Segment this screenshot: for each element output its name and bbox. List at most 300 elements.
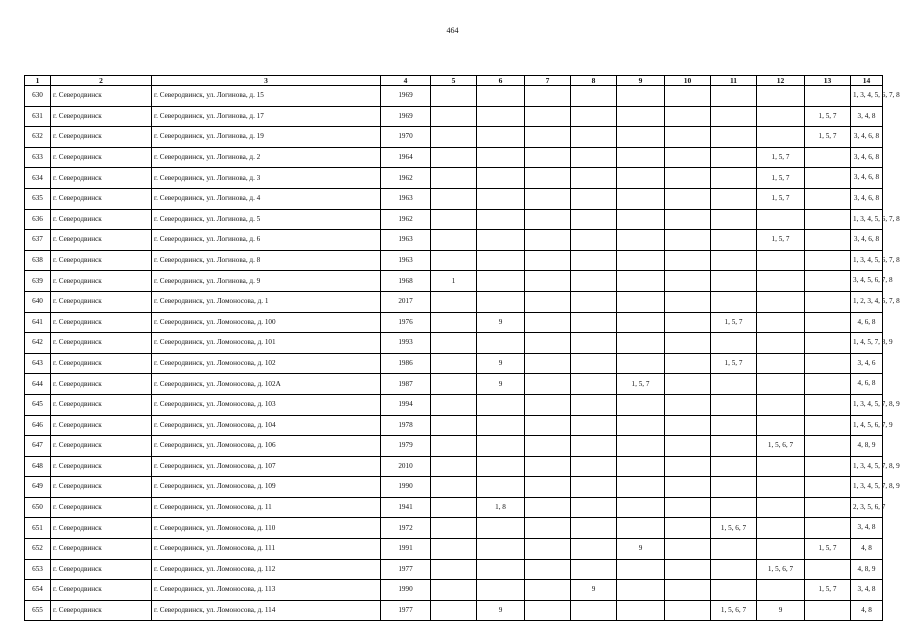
col-11-cell (711, 250, 757, 271)
col-11-cell (711, 86, 757, 107)
col-9-cell (617, 436, 665, 457)
column-header-6: 6 (477, 76, 525, 86)
col-9-cell (617, 497, 665, 518)
row-number-cell: 635 (25, 188, 51, 209)
table-row (25, 168, 883, 189)
col-5-cell (431, 539, 477, 560)
col-5-cell (431, 312, 477, 333)
year-built-cell: 2010 (381, 456, 431, 477)
col-13-cell (805, 86, 851, 107)
col-12-cell (757, 312, 805, 333)
settlement-cell: г. Северодвинск (51, 559, 152, 580)
col-6-cell: 9 (477, 353, 525, 374)
settlement-cell: г. Северодвинск (51, 539, 152, 560)
row-number-cell: 643 (25, 353, 51, 374)
col-9-cell (617, 353, 665, 374)
col-5-cell (431, 580, 477, 601)
row-number-cell: 636 (25, 209, 51, 230)
settlement-cell: г. Северодвинск (51, 436, 152, 457)
col-7-cell (525, 374, 571, 395)
row-number-cell: 641 (25, 312, 51, 333)
row-number-cell: 651 (25, 518, 51, 539)
table-row (25, 394, 883, 415)
col-8-cell (571, 518, 617, 539)
address-cell: г. Северодвинск, ул. Логинова, д. 6 (152, 230, 381, 251)
col-6-cell (477, 580, 525, 601)
settlement-cell: г. Северодвинск (51, 127, 152, 148)
col-13-cell: 1, 5, 7 (805, 106, 851, 127)
col-13-cell (805, 456, 851, 477)
col-6-cell (477, 539, 525, 560)
col-6-cell: 9 (477, 374, 525, 395)
col-8-cell (571, 374, 617, 395)
settlement-cell: г. Северодвинск (51, 394, 152, 415)
table-row (25, 86, 883, 107)
col-5-cell (431, 394, 477, 415)
col-9-cell (617, 415, 665, 436)
address-cell: г. Северодвинск, ул. Логинова, д. 5 (152, 209, 381, 230)
column-header-4: 4 (381, 76, 431, 86)
col-5-cell (431, 230, 477, 251)
col-6-cell (477, 127, 525, 148)
col-13-cell (805, 518, 851, 539)
col-13-cell (805, 291, 851, 312)
column-header-14: 14 (851, 76, 883, 86)
row-number-cell: 633 (25, 147, 51, 168)
col-11-cell (711, 209, 757, 230)
col-14-cell: 3, 4, 6, 8 (851, 230, 883, 251)
col-8-cell (571, 230, 617, 251)
column-header-8: 8 (571, 76, 617, 86)
col-9-cell (617, 188, 665, 209)
year-built-cell: 1977 (381, 600, 431, 621)
row-number-cell: 646 (25, 415, 51, 436)
col-13-cell (805, 147, 851, 168)
address-cell: г. Северодвинск, ул. Ломоносова, д. 110 (152, 518, 381, 539)
row-number-cell: 632 (25, 127, 51, 148)
col-12-cell: 1, 5, 7 (757, 147, 805, 168)
address-cell: г. Северодвинск, ул. Ломоносова, д. 1 (152, 291, 381, 312)
table-row (25, 580, 883, 601)
year-built-cell: 1963 (381, 230, 431, 251)
col-10-cell (665, 188, 711, 209)
row-number-cell: 645 (25, 394, 51, 415)
col-7-cell (525, 600, 571, 621)
col-7-cell (525, 580, 571, 601)
col-12-cell (757, 456, 805, 477)
col-5-cell (431, 415, 477, 436)
settlement-cell: г. Северодвинск (51, 230, 152, 251)
col-8-cell (571, 127, 617, 148)
col-9-cell (617, 209, 665, 230)
col-12-cell: 1, 5, 7 (757, 168, 805, 189)
col-10-cell (665, 456, 711, 477)
settlement-cell: г. Северодвинск (51, 518, 152, 539)
settlement-cell: г. Северодвинск (51, 106, 152, 127)
address-cell: г. Северодвинск, ул. Логинова, д. 2 (152, 147, 381, 168)
col-9-cell (617, 86, 665, 107)
col-7-cell (525, 518, 571, 539)
col-14-cell: 3, 4, 6, 8 (851, 188, 883, 209)
col-14-cell: 1, 2, 3, 4, 5, 7, 8 (851, 291, 883, 312)
col-11-cell (711, 415, 757, 436)
year-built-cell: 2017 (381, 291, 431, 312)
col-6-cell (477, 333, 525, 354)
settlement-cell: г. Северодвинск (51, 374, 152, 395)
col-12-cell (757, 394, 805, 415)
col-13-cell (805, 271, 851, 292)
col-7-cell (525, 559, 571, 580)
col-9-cell: 9 (617, 539, 665, 560)
col-6-cell (477, 436, 525, 457)
col-5-cell (431, 559, 477, 580)
col-9-cell (617, 477, 665, 498)
col-14-cell: 4, 8 (851, 600, 883, 621)
col-6-cell (477, 86, 525, 107)
col-10-cell (665, 333, 711, 354)
col-9-cell (617, 230, 665, 251)
col-6-cell (477, 271, 525, 292)
table-row (25, 230, 883, 251)
col-11-cell (711, 394, 757, 415)
table-row (25, 312, 883, 333)
col-10-cell (665, 312, 711, 333)
row-number-cell: 647 (25, 436, 51, 457)
settlement-cell: г. Северодвинск (51, 456, 152, 477)
col-7-cell (525, 456, 571, 477)
address-cell: г. Северодвинск, ул. Ломоносова, д. 102А (152, 374, 381, 395)
col-11-cell: 1, 5, 6, 7 (711, 600, 757, 621)
year-built-cell: 1990 (381, 580, 431, 601)
year-built-cell: 1986 (381, 353, 431, 374)
column-header-3: 3 (152, 76, 381, 86)
settlement-cell: г. Северодвинск (51, 168, 152, 189)
col-9-cell (617, 127, 665, 148)
column-header-10: 10 (665, 76, 711, 86)
address-cell: г. Северодвинск, ул. Ломоносова, д. 100 (152, 312, 381, 333)
col-10-cell (665, 600, 711, 621)
col-8-cell (571, 209, 617, 230)
col-11-cell (711, 559, 757, 580)
col-8-cell (571, 291, 617, 312)
year-built-cell: 1990 (381, 477, 431, 498)
col-7-cell (525, 250, 571, 271)
col-9-cell (617, 147, 665, 168)
col-12-cell (757, 580, 805, 601)
year-built-cell: 1991 (381, 539, 431, 560)
col-6-cell (477, 230, 525, 251)
col-5-cell (431, 518, 477, 539)
column-header-11: 11 (711, 76, 757, 86)
col-9-cell (617, 394, 665, 415)
table-body (25, 86, 900, 621)
table-row (25, 456, 883, 477)
col-12-cell (757, 333, 805, 354)
row-number-cell: 634 (25, 168, 51, 189)
col-10-cell (665, 209, 711, 230)
address-cell: г. Северодвинск, ул. Ломоносова, д. 112 (152, 559, 381, 580)
col-13-cell (805, 230, 851, 251)
col-8-cell (571, 559, 617, 580)
col-8-cell (571, 106, 617, 127)
address-cell: г. Северодвинск, ул. Логинова, д. 9 (152, 271, 381, 292)
address-cell: г. Северодвинск, ул. Логинова, д. 19 (152, 127, 381, 148)
address-cell: г. Северодвинск, ул. Ломоносова, д. 107 (152, 456, 381, 477)
col-9-cell (617, 333, 665, 354)
col-7-cell (525, 353, 571, 374)
col-5-cell (431, 209, 477, 230)
table-row (25, 333, 883, 354)
col-14-cell: 4, 6, 8 (851, 374, 883, 395)
col-7-cell (525, 333, 571, 354)
col-10-cell (665, 291, 711, 312)
col-6-cell (477, 188, 525, 209)
col-8-cell (571, 415, 617, 436)
col-9-cell (617, 580, 665, 601)
year-built-cell: 1972 (381, 518, 431, 539)
col-7-cell (525, 436, 571, 457)
col-11-cell: 1, 5, 6, 7 (711, 518, 757, 539)
settlement-cell: г. Северодвинск (51, 250, 152, 271)
col-6-cell (477, 209, 525, 230)
address-cell: г. Северодвинск, ул. Логинова, д. 17 (152, 106, 381, 127)
settlement-cell: г. Северодвинск (51, 353, 152, 374)
col-10-cell (665, 580, 711, 601)
address-cell: г. Северодвинск, ул. Ломоносова, д. 111 (152, 539, 381, 560)
settlement-cell: г. Северодвинск (51, 580, 152, 601)
col-7-cell (525, 415, 571, 436)
address-cell: г. Северодвинск, ул. Логинова, д. 4 (152, 188, 381, 209)
col-11-cell: 1, 5, 7 (711, 312, 757, 333)
col-13-cell (805, 168, 851, 189)
col-6-cell (477, 518, 525, 539)
col-12-cell (757, 106, 805, 127)
col-10-cell (665, 436, 711, 457)
row-number-cell: 642 (25, 333, 51, 354)
col-8-cell (571, 353, 617, 374)
table-row (25, 374, 883, 395)
row-number-cell: 630 (25, 86, 51, 107)
year-built-cell: 1962 (381, 209, 431, 230)
col-14-cell: 3, 4, 8 (851, 106, 883, 127)
col-12-cell (757, 477, 805, 498)
col-8-cell (571, 456, 617, 477)
settlement-cell: г. Северодвинск (51, 188, 152, 209)
year-built-cell: 1964 (381, 147, 431, 168)
col-14-cell: 2, 3, 5, 6, 7 (851, 497, 883, 518)
col-14-cell: 3, 4, 6, 8 (851, 147, 883, 168)
table-row (25, 518, 883, 539)
settlement-cell: г. Северодвинск (51, 147, 152, 168)
col-14-cell: 1, 3, 4, 5, 6, 7, 8 (851, 86, 883, 107)
col-11-cell (711, 497, 757, 518)
year-built-cell: 1979 (381, 436, 431, 457)
col-14-cell: 4, 6, 8 (851, 312, 883, 333)
col-12-cell: 1, 5, 6, 7 (757, 559, 805, 580)
column-header-1: 1 (25, 76, 51, 86)
col-5-cell (431, 436, 477, 457)
col-10-cell (665, 497, 711, 518)
table-row (25, 477, 883, 498)
col-10-cell (665, 394, 711, 415)
col-7-cell (525, 497, 571, 518)
col-8-cell (571, 168, 617, 189)
row-number-cell: 644 (25, 374, 51, 395)
col-9-cell (617, 456, 665, 477)
col-13-cell: 1, 5, 7 (805, 127, 851, 148)
row-number-cell: 649 (25, 477, 51, 498)
col-12-cell (757, 497, 805, 518)
col-12-cell: 1, 5, 6, 7 (757, 436, 805, 457)
table-row (25, 497, 883, 518)
table-row (25, 353, 883, 374)
col-13-cell: 1, 5, 7 (805, 580, 851, 601)
year-built-cell: 1962 (381, 168, 431, 189)
col-12-cell (757, 250, 805, 271)
col-8-cell (571, 188, 617, 209)
address-cell: г. Северодвинск, ул. Ломоносова, д. 114 (152, 600, 381, 621)
col-10-cell (665, 250, 711, 271)
row-number-cell: 638 (25, 250, 51, 271)
col-14-cell: 3, 4, 6 (851, 353, 883, 374)
table-row (25, 559, 883, 580)
col-11-cell (711, 168, 757, 189)
col-12-cell (757, 539, 805, 560)
col-7-cell (525, 394, 571, 415)
col-5-cell (431, 333, 477, 354)
row-number-cell: 639 (25, 271, 51, 292)
column-header-5: 5 (431, 76, 477, 86)
col-7-cell (525, 477, 571, 498)
col-11-cell (711, 374, 757, 395)
row-number-cell: 653 (25, 559, 51, 580)
settlement-cell: г. Северодвинск (51, 312, 152, 333)
address-cell: г. Северодвинск, ул. Ломоносова, д. 104 (152, 415, 381, 436)
year-built-cell: 1941 (381, 497, 431, 518)
column-header-7: 7 (525, 76, 571, 86)
row-number-cell: 650 (25, 497, 51, 518)
col-12-cell (757, 271, 805, 292)
col-12-cell (757, 291, 805, 312)
col-12-cell (757, 127, 805, 148)
col-11-cell (711, 106, 757, 127)
col-8-cell (571, 86, 617, 107)
col-5-cell (431, 147, 477, 168)
col-7-cell (525, 271, 571, 292)
year-built-cell: 1976 (381, 312, 431, 333)
settlement-cell: г. Северодвинск (51, 600, 152, 621)
col-9-cell: 1, 5, 7 (617, 374, 665, 395)
col-13-cell (805, 209, 851, 230)
col-10-cell (665, 147, 711, 168)
col-13-cell (805, 415, 851, 436)
col-5-cell (431, 127, 477, 148)
col-6-cell (477, 415, 525, 436)
row-number-cell: 655 (25, 600, 51, 621)
col-12-cell (757, 518, 805, 539)
col-10-cell (665, 271, 711, 292)
col-8-cell (571, 436, 617, 457)
col-9-cell (617, 559, 665, 580)
col-9-cell (617, 291, 665, 312)
col-11-cell (711, 477, 757, 498)
col-12-cell (757, 374, 805, 395)
col-9-cell (617, 312, 665, 333)
address-cell: г. Северодвинск, ул. Логинова, д. 8 (152, 250, 381, 271)
col-14-cell: 4, 8 (851, 539, 883, 560)
col-6-cell: 1, 8 (477, 497, 525, 518)
col-11-cell (711, 147, 757, 168)
table-row (25, 250, 883, 271)
table-row (25, 539, 883, 560)
col-5-cell (431, 291, 477, 312)
col-8-cell (571, 312, 617, 333)
col-10-cell (665, 415, 711, 436)
col-11-cell: 1, 5, 7 (711, 353, 757, 374)
col-13-cell (805, 374, 851, 395)
address-cell: г. Северодвинск, ул. Ломоносова, д. 101 (152, 333, 381, 354)
col-13-cell (805, 600, 851, 621)
col-10-cell (665, 127, 711, 148)
col-12-cell (757, 353, 805, 374)
col-9-cell (617, 271, 665, 292)
table-row (25, 188, 883, 209)
address-cell: г. Северодвинск, ул. Ломоносова, д. 102 (152, 353, 381, 374)
col-8-cell (571, 539, 617, 560)
settlement-cell: г. Северодвинск (51, 415, 152, 436)
col-5-cell (431, 374, 477, 395)
col-14-cell: 1, 3, 4, 5, 7, 8, 9 (851, 477, 883, 498)
col-13-cell (805, 312, 851, 333)
col-10-cell (665, 539, 711, 560)
col-8-cell (571, 250, 617, 271)
col-11-cell (711, 271, 757, 292)
year-built-cell: 1977 (381, 559, 431, 580)
col-11-cell (711, 291, 757, 312)
year-built-cell: 1978 (381, 415, 431, 436)
col-9-cell (617, 518, 665, 539)
col-7-cell (525, 188, 571, 209)
table-row (25, 127, 883, 148)
col-8-cell (571, 333, 617, 354)
col-13-cell (805, 394, 851, 415)
col-11-cell (711, 127, 757, 148)
col-5-cell (431, 188, 477, 209)
col-5-cell (431, 86, 477, 107)
settlement-cell: г. Северодвинск (51, 497, 152, 518)
table-row (25, 415, 883, 436)
row-number-cell: 640 (25, 291, 51, 312)
col-9-cell (617, 250, 665, 271)
address-cell: г. Северодвинск, ул. Логинова, д. 15 (152, 86, 381, 107)
col-12-cell: 1, 5, 7 (757, 188, 805, 209)
address-cell: г. Северодвинск, ул. Ломоносова, д. 106 (152, 436, 381, 457)
settlement-cell: г. Северодвинск (51, 333, 152, 354)
page-number: 464 (446, 26, 459, 35)
col-13-cell (805, 436, 851, 457)
col-14-cell: 1, 4, 5, 6, 7, 9 (851, 415, 883, 436)
address-cell: г. Северодвинск, ул. Ломоносова, д. 113 (152, 580, 381, 601)
col-7-cell (525, 312, 571, 333)
col-5-cell (431, 353, 477, 374)
col-10-cell (665, 559, 711, 580)
col-14-cell: 1, 3, 4, 5, 6, 7, 8 (851, 250, 883, 271)
col-14-cell: 1, 3, 4, 5, 7, 8, 9 (851, 394, 883, 415)
col-10-cell (665, 106, 711, 127)
col-7-cell (525, 147, 571, 168)
col-6-cell: 9 (477, 312, 525, 333)
table-row (25, 209, 883, 230)
